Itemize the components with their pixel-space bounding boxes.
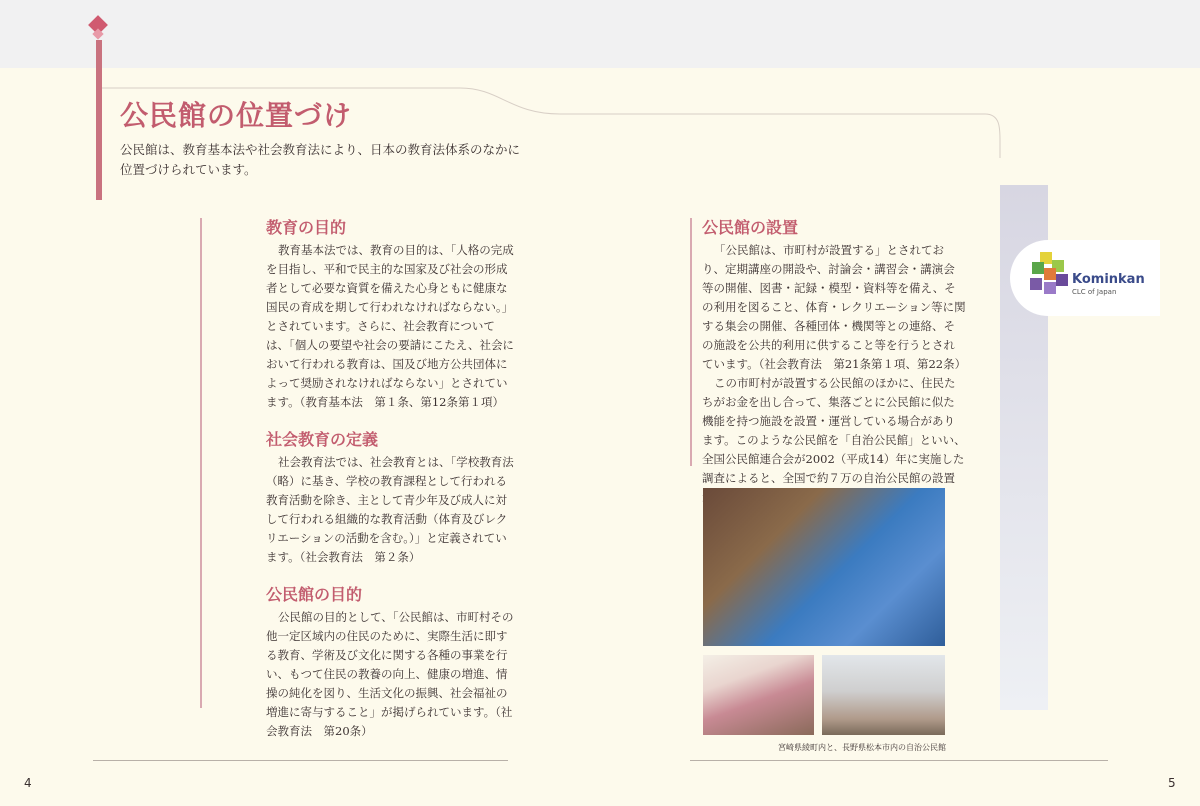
section-social-education-definition [266,430,516,567]
right-column-rule [690,218,694,466]
right-column [702,218,966,507]
footer-rule-right [690,760,1108,761]
section-body: 社会教育法では、社会教育とは、「学校教育法（略）に基き、学校の教育課程として行われる教育活動を除き、主として青少年及び成人に対して行われる組織的な教育活動（体育及びレクリエーションの活動を含む。）」と定義されています。（社会教育法 第２条） [266,455,514,564]
section-body: 公民館の目的として、「公民館は、市町村その他一定区域内の住民のために、実際生活に即する教育、学術及び文化に関する各種の事業を行い、もつて住民の教養の向上、健康の増進、情操の純化を図り、生活文化の振興、社会福祉の増進に寄与すること」が掲げられています。（社会教育法 第20条） [266,610,514,738]
kominkan-logo-icon [1028,252,1070,300]
section-body-2: この市町村が設置する公民館のほかに、住民たちがお金を出し合って、集落ごとに公民館に似た機能を持つ施設を設置・運営している場合があります。このような公民館を「自治公民館」といい、全国公民館連合会が2002（平成14）年に実施した調査によると、全国で約７万の自治公民館の設置 [702,376,966,485]
photo-caption: 宮崎県綾町内と、長野県松本市内の自治公民館 [778,743,946,752]
intro-text: 公民館は、教育基本法や社会教育法により、日本の教育法体系のなかに位置づけられています。 [120,142,521,177]
photo-kominkan-interior [703,655,814,735]
page-number-left: 4 [24,776,32,790]
photo-community-workshop [703,488,945,646]
title-accent-bar [96,40,102,200]
page-number-right: 5 [1168,776,1176,790]
section-heading: 公民館の設置 [702,218,799,237]
section-education-purpose [266,218,516,412]
page-title: 公民館の位置づけ [120,99,353,132]
section-kominkan-purpose [266,585,516,741]
section-heading: 公民館の目的 [266,585,363,604]
section-body: 教育基本法では、教育の目的は、「人格の完成を目指し、平和で民主的な国家及び社会の形成者として必要な資質を備えた心身ともに健康な国民の育成を期して行われなければならない。」とされています。さらに、社会教育については、「個人の要望や社会の要請にこたえ、社会において行われる教育は、国及び地方公共団体によって奨励されなければならない」とされています。（教育基本法 第１条、第12条第１項） [266,243,514,409]
logo-subtitle: CLC of Japan [1072,288,1117,296]
section-kominkan-establishment [702,218,966,507]
logo-name: Kominkan [1072,272,1145,287]
footer-rule-left [93,760,508,761]
left-column [266,218,516,759]
section-heading: 教育の目的 [266,218,347,237]
section-body-1: 「公民館は、市町村が設置する」とされており、定期講座の開設や、討論会・講習会・講演会等の開催、図書・記録・模型・資料等を備え、その利用を図ること、体育・レクリエーション等に関する集会の開催、各種団体・機関等との連絡、その施設を公共的利用に供すること等を行うとされています。（社会教育法 第21条第１項、第22条） [702,243,967,371]
section-heading: 社会教育の定義 [266,430,379,449]
photo-kominkan-exterior [822,655,945,735]
top-band [0,0,1200,68]
